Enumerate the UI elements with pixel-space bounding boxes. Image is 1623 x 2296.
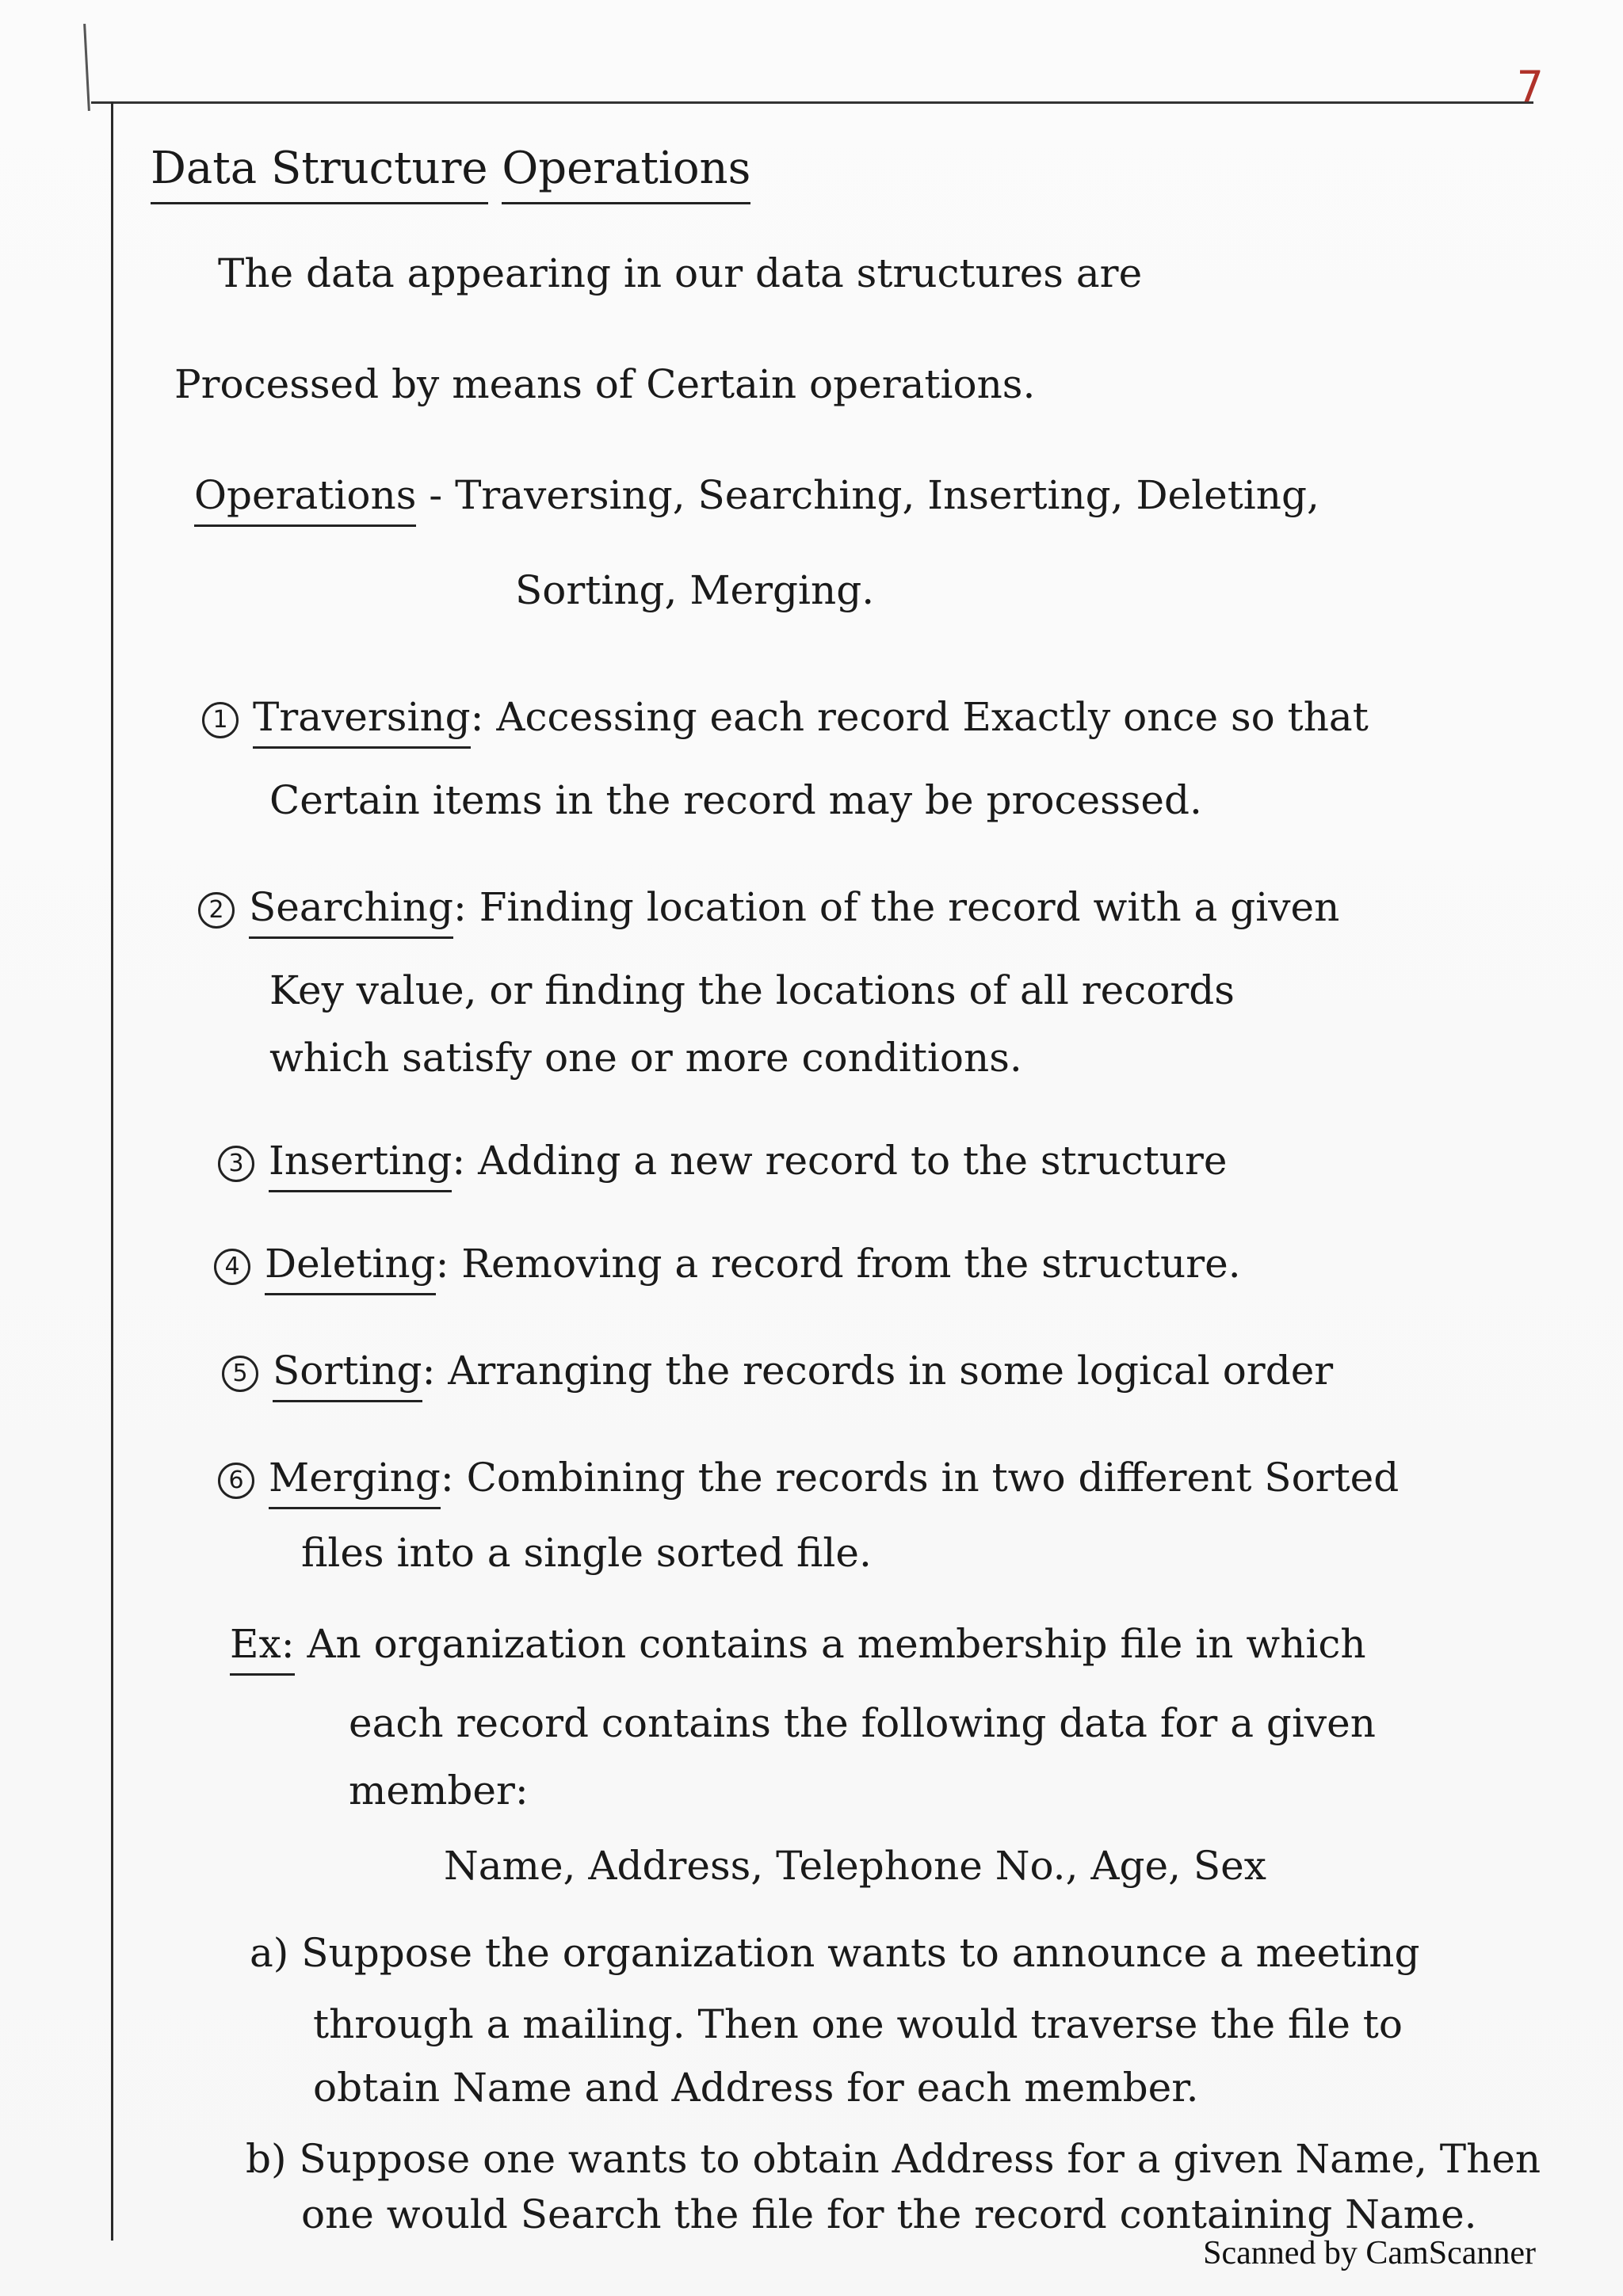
page-number: 7 [1516,62,1544,112]
item-traversing-line2: Certain items in the record may be processed. [269,777,1202,823]
item-line1: : Accessing each record Exactly once so that [470,694,1369,740]
item-line1: : Adding a new record to the structure [452,1138,1228,1184]
item-number: 6 [218,1463,254,1499]
item-term: Traversing [253,694,471,749]
example-a-line1 [250,1930,1420,1976]
example-line2: each record contains the following data for a given [349,1700,1376,1746]
item-term: Sorting [273,1348,422,1402]
item-line1: : Arranging the records in some logical order [422,1348,1334,1394]
example-b-line2: one would Search the file for the record containing Name. [301,2191,1477,2237]
title-part2: Operations [502,143,750,204]
example-fields: Name, Address, Telephone No., Age, Sex [444,1843,1266,1889]
item-line1: : Combining the records in two different Sorted [440,1455,1400,1501]
example-a-label: a) [250,1930,289,1976]
item-traversing [202,694,1369,740]
item-line1: : Finding location of the record with a given [453,884,1340,930]
operations-line2: Sorting, Merging. [515,567,875,613]
item-line1: : Removing a record from the structure. [435,1241,1241,1287]
item-merging-line2: files into a single sorted file. [301,1530,872,1576]
item-searching [198,884,1340,930]
example-b-text: Suppose one wants to obtain Address for a given Name, Then [299,2136,1541,2182]
item-merging [218,1455,1400,1501]
scanner-watermark: Scanned by CamScanner [1203,2235,1536,2271]
example-label: Ex: [230,1621,295,1676]
item-term: Deleting [265,1241,436,1295]
top-rule-line [91,101,1533,104]
item-number: 5 [222,1356,258,1392]
item-term: Merging [269,1455,441,1509]
intro-line2: Processed by means of Certain operations. [174,361,1036,407]
operations-label: Operations [194,472,416,527]
page-title [151,143,751,194]
example-a-line3: obtain Name and Address for each member. [313,2065,1199,2111]
item-sorting [222,1348,1334,1394]
example-line1: An organization contains a membership file in which [307,1621,1366,1667]
example-b-line1 [246,2136,1541,2182]
example-b-label: b) [246,2136,287,2182]
item-term: Searching [249,884,453,939]
item-number: 4 [214,1249,250,1285]
operations-line1 [194,472,1319,518]
item-number: 1 [202,702,239,738]
item-number: 3 [218,1146,254,1182]
example-line3: member: [349,1768,529,1814]
operations-dash: - [429,472,443,518]
item-inserting [218,1138,1228,1184]
example-intro [230,1621,1366,1667]
intro-line1: The data appearing in our data structures are [218,250,1143,296]
item-searching-line3: which satisfy one or more conditions. [269,1035,1022,1081]
page-edge [83,24,90,111]
item-number: 2 [198,892,235,929]
item-searching-line2: Key value, or finding the locations of all records [269,967,1235,1013]
operations-list: Traversing, Searching, Inserting, Deleting, [455,472,1319,518]
example-a-line2: through a mailing. Then one would traverse the file to [313,2001,1403,2047]
example-a-text: Suppose the organization wants to announce a meeting [301,1930,1420,1976]
margin-line [111,101,113,2241]
title-part1: Data Structure [151,143,488,204]
item-deleting [214,1241,1241,1287]
item-term: Inserting [269,1138,452,1192]
